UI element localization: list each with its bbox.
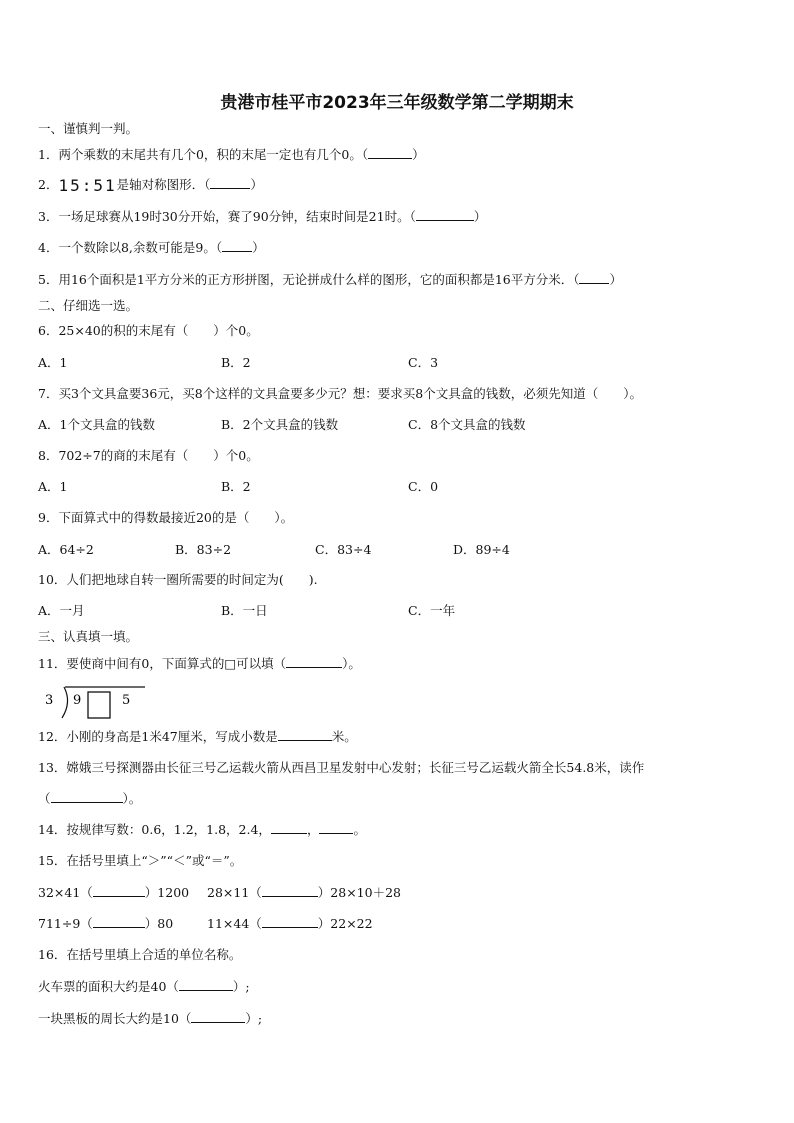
question-12-end: 米。 (331, 729, 357, 744)
q10-option-a[interactable]: A．一月 (38, 603, 85, 618)
answer-blank-5[interactable] (579, 272, 609, 284)
question-16-line-2-text: 一块黑板的周长大约是10（ (38, 1011, 192, 1026)
answer-blank-14b[interactable] (319, 822, 353, 834)
question-6: 6．25×40的积的末尾有（ ）个0。 (38, 323, 259, 338)
question-2-number: 2． (38, 177, 59, 192)
q15-item-2-left: 28×11（ (207, 885, 262, 900)
answer-blank-1[interactable] (368, 147, 412, 159)
q10-option-c[interactable]: C．一年 (408, 603, 456, 618)
q6-option-c[interactable]: C．3 (408, 355, 439, 370)
answer-blank-16-1[interactable] (179, 979, 233, 991)
question-5-text: 5．用16个面积是1平方分米的正方形拼图，无论拼成什么样的图形，它的面积都是16平方分米．（ (38, 272, 580, 287)
answer-blank-16-2[interactable] (191, 1011, 245, 1023)
q15-item-4-left: 11×44（ (207, 916, 262, 931)
question-11-end: ）。 (342, 656, 361, 671)
answer-blank-14a[interactable] (271, 822, 307, 834)
question-15: 15．在括号里填上“＞”“＜”或“＝”。 (38, 853, 243, 868)
q7-option-b[interactable]: B．2个文具盒的钱数 (221, 417, 339, 432)
division-digit-3: 5 (122, 693, 131, 708)
section-2-heading: 二、仔细选一选。 (38, 298, 139, 313)
q15-item-3-right: ）80 (144, 916, 174, 931)
question-4-end: ） (252, 240, 265, 255)
question-16: 16．在括号里填上合适的单位名称。 (38, 947, 242, 962)
answer-blank-15-1[interactable] (93, 885, 145, 897)
division-blank-box[interactable] (88, 692, 110, 718)
answer-blank-11[interactable] (286, 656, 342, 668)
answer-blank-15-2[interactable] (262, 885, 318, 897)
q7-option-c[interactable]: C．8个文具盒的钱数 (408, 417, 526, 432)
question-4-text: 4．一个数除以8,余数可能是9。（ (38, 240, 223, 255)
q9-option-d[interactable]: D．89÷4 (453, 542, 510, 557)
question-16-line-2-end: ）; (245, 1011, 263, 1026)
q15-item-1-left: 32×41（ (38, 885, 93, 900)
digital-clock-image: 15:51 (58, 175, 117, 195)
question-3-text: 3．一场足球赛从19时30分开始，赛了90分钟，结束时间是21时。（ (38, 209, 416, 224)
question-12-text: 12．小刚的身高是1米47厘米，写成小数是 (38, 729, 278, 744)
q9-option-a[interactable]: A．64÷2 (38, 542, 94, 557)
q15-item-1 (38, 885, 189, 901)
question-16-line-1 (38, 979, 250, 995)
question-2-text: 是轴对称图形．（ (116, 177, 211, 192)
question-14-sep: ， (306, 822, 320, 837)
answer-blank-3[interactable] (416, 209, 474, 221)
q6-option-a[interactable]: A．1 (38, 355, 68, 370)
question-2-end: ） (250, 177, 263, 192)
answer-blank-15-4[interactable] (262, 916, 318, 928)
question-16-line-1-end: ）; (232, 979, 250, 994)
q7-option-a[interactable]: A．1个文具盒的钱数 (38, 417, 155, 432)
q15-item-4 (207, 916, 373, 932)
q15-item-2 (207, 885, 401, 901)
question-9: 9．下面算式中的得数最接近20的是（ ）。 (38, 510, 294, 525)
question-7: 7．买3个文具盒要36元，买8个这样的文具盒要多少元？想：要求买8个文具盒的钱数，必须先知道（ ）。 (38, 386, 642, 401)
q15-item-3 (38, 916, 173, 932)
answer-blank-15-3[interactable] (93, 916, 145, 928)
question-2 (38, 177, 263, 194)
q6-option-b[interactable]: B．2 (221, 355, 251, 370)
division-divisor: 3 (45, 693, 54, 708)
answer-blank-13[interactable] (51, 791, 123, 803)
q9-option-c[interactable]: C．83÷4 (315, 542, 372, 557)
answer-blank-2[interactable] (210, 177, 250, 189)
answer-blank-12[interactable] (278, 729, 332, 741)
section-1-heading: 一、谨慎判一判。 (38, 121, 139, 136)
question-8: 8．702÷7的商的末尾有（ ）个0。 (38, 448, 259, 463)
question-16-line-2 (38, 1011, 262, 1027)
q15-item-1-right: ）1200 (144, 885, 190, 900)
question-5 (38, 272, 622, 288)
q10-option-b[interactable]: B．一日 (221, 603, 268, 618)
question-11-text: 11．要使商中间有0，下面算式的□可以填（ (38, 656, 287, 671)
long-division-figure (40, 684, 160, 724)
answer-blank-4[interactable] (222, 240, 252, 252)
question-5-end: ） (609, 272, 622, 287)
question-13-open: （ (38, 791, 51, 806)
page-title: 贵港市桂平市2023年三年级数学第二学期期末 (220, 93, 574, 113)
question-14-text: 14．按规律写数：0.6，1.2，1.8，2.4， (38, 822, 271, 837)
question-14-end: 。 (353, 822, 366, 837)
division-digit-1: 9 (73, 693, 82, 708)
question-1-text: 1．两个乘数的末尾共有几个0，积的末尾一定也有几个0。（ (38, 147, 369, 162)
question-3 (38, 209, 486, 225)
question-3-end: ） (473, 209, 487, 224)
question-1-end: ） (412, 147, 425, 162)
q15-item-2-right: ）28×10＋28 (317, 885, 401, 900)
question-4 (38, 240, 265, 256)
question-11 (38, 656, 361, 672)
q8-option-c[interactable]: C．0 (408, 479, 439, 494)
question-13: 13．嫦娥三号探测器由长征三号乙运载火箭从西昌卫星发射中心发射；长征三号乙运载火箭全长54.8米，读作 (38, 760, 645, 775)
q15-item-3-left: 711÷9（ (38, 916, 93, 931)
question-12 (38, 729, 357, 745)
question-1 (38, 147, 425, 163)
question-14 (38, 822, 366, 838)
q8-option-b[interactable]: B．2 (221, 479, 251, 494)
q9-option-b[interactable]: B．83÷2 (175, 542, 232, 557)
question-10: 10．人们把地球自转一圈所需要的时间定为( ). (38, 572, 318, 587)
question-13-answer (38, 791, 141, 807)
question-16-line-1-text: 火车票的面积大约是40（ (38, 979, 179, 994)
q8-option-a[interactable]: A．1 (38, 479, 68, 494)
division-bracket (62, 687, 68, 718)
section-3-heading: 三、认真填一填。 (38, 629, 139, 644)
question-13-end: ）。 (122, 791, 142, 806)
q15-item-4-right: ）22×22 (317, 916, 373, 931)
